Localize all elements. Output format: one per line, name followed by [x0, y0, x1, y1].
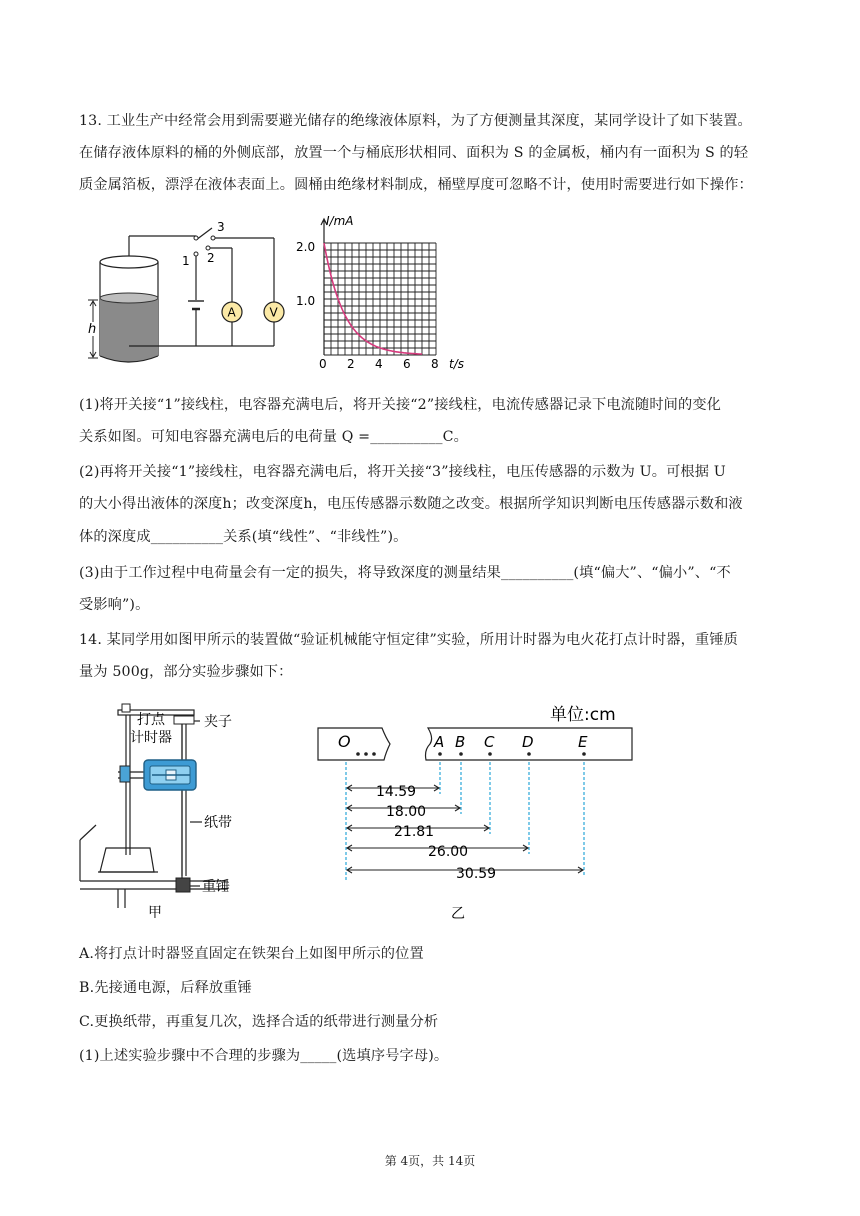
y-axis-label: I/mA — [326, 214, 354, 228]
page-footer: 第 4页，共 14页 — [384, 1154, 476, 1168]
circuit-diagram — [78, 218, 296, 366]
tape-dot — [582, 752, 586, 756]
distance-OA: 14.59 — [376, 784, 417, 800]
q14-step-b: B.先接通电源，后释放重锤 — [79, 980, 252, 996]
unit-label: 单位:cm — [550, 705, 616, 725]
q14-line-2: 量为 500g，部分实验步骤如下： — [79, 664, 293, 680]
apparatus-figure-jia — [78, 700, 278, 918]
distance-OC: 21.81 — [394, 824, 435, 840]
q13-sub-1b: 关系如图。可知电容器充满电后的电荷量 Q =__________C。 — [79, 429, 468, 445]
y-tick-1: 1.0 — [296, 294, 316, 308]
current-time-chart — [296, 214, 476, 374]
q14-sub-1: (1)上述实验步骤中不合理的步骤为_____(选填序号字母)。 — [79, 1048, 449, 1064]
point-C: C — [484, 733, 495, 751]
q13-sub-2a: (2)再将开关接“1”接线柱，电容器充满电后，将开关接“3”接线柱，电压传感器的示数为 U。可根据 U — [79, 464, 726, 480]
x-axis-label: t/s — [449, 357, 464, 371]
y-tick-2: 2.0 — [296, 240, 316, 254]
distance-OD: 26.00 — [428, 844, 469, 860]
x-tick-2: 2 — [347, 357, 355, 371]
q13-sub-2b: 的大小得出液体的深度h；改变深度h，电压传感器示数随之改变。根据所学知识判断电压传感器示数和液 — [79, 496, 743, 512]
tape-dot — [488, 752, 492, 756]
clip-label: 夹子 — [204, 714, 232, 730]
ammeter-label: A — [227, 305, 236, 320]
q13-line-3: 质金属箔板，漂浮在液体表面上。圆桶由绝缘材料制成，桶壁厚度可忽略不计，使用时需要进行如下操作： — [79, 177, 753, 193]
q14-line-1: 14. 某同学用如图甲所示的装置做“验证机械能守恒定律”实验，所用计时器为电火花打点计时器，重锤质 — [79, 632, 738, 648]
q13-line-2: 在储存液体原料的桶的外侧底部，放置一个与桶底形状相同、面积为 S 的金属板，桶内有一面积为 S 的轻 — [79, 145, 749, 161]
switch-label-1: 1 — [182, 254, 190, 268]
q14-step-c: C.更换纸带，再重复几次，选择合适的纸带进行测量分析 — [79, 1014, 439, 1030]
q13-sub-3a: (3)由于工作过程中电荷量会有一定的损失，将导致深度的测量结果__________(填“偏大”、“偏小”、“不 — [79, 565, 731, 581]
weight-label: 重锤 — [202, 879, 230, 895]
distance-OE: 30.59 — [456, 866, 497, 882]
distance-OB: 18.00 — [386, 804, 427, 820]
x-tick-6: 6 — [403, 357, 411, 371]
x-tick-0: 0 — [319, 357, 327, 371]
tape-dot — [438, 752, 442, 756]
point-E: E — [578, 733, 588, 751]
tape-dot — [459, 752, 463, 756]
timer-label-1: 打点 — [137, 712, 165, 728]
switch-label-2: 2 — [207, 251, 215, 265]
paper-tape-figure-yi — [314, 700, 654, 922]
h-label: h — [88, 322, 97, 337]
tape-label: 纸带 — [204, 815, 232, 831]
q13-sub-3b: 受影响”)。 — [79, 597, 150, 613]
voltmeter-label: V — [269, 305, 278, 320]
caption-jia: 甲 — [148, 905, 162, 918]
switch-label-3: 3 — [217, 220, 225, 234]
point-B: B — [455, 733, 466, 751]
x-tick-8: 8 — [431, 357, 439, 371]
point-A: A — [434, 733, 445, 751]
y-axis — [321, 219, 327, 355]
point-O: O — [338, 732, 351, 751]
q13-sub-2c: 体的深度成__________关系(填“线性”、“非线性”)。 — [79, 529, 408, 545]
timer-label-2: 计时器 — [130, 730, 172, 746]
caption-yi: 乙 — [451, 906, 465, 922]
tape-dot — [527, 752, 531, 756]
x-tick-4: 4 — [375, 357, 383, 371]
q13-sub-1a: (1)将开关接“1”接线柱，电容器充满电后，将开关接“2”接线柱，电流传感器记录下电流随时间的变化 — [79, 397, 722, 413]
q13-line-1: 13. 工业生产中经常会用到需要避光储存的绝缘液体原料，为了方便测量其深度，某同学设计了如下装置。 — [79, 113, 752, 129]
q14-step-a: A.将打点计时器竖直固定在铁架台上如图甲所示的位置 — [79, 946, 424, 962]
point-D: D — [522, 733, 534, 751]
